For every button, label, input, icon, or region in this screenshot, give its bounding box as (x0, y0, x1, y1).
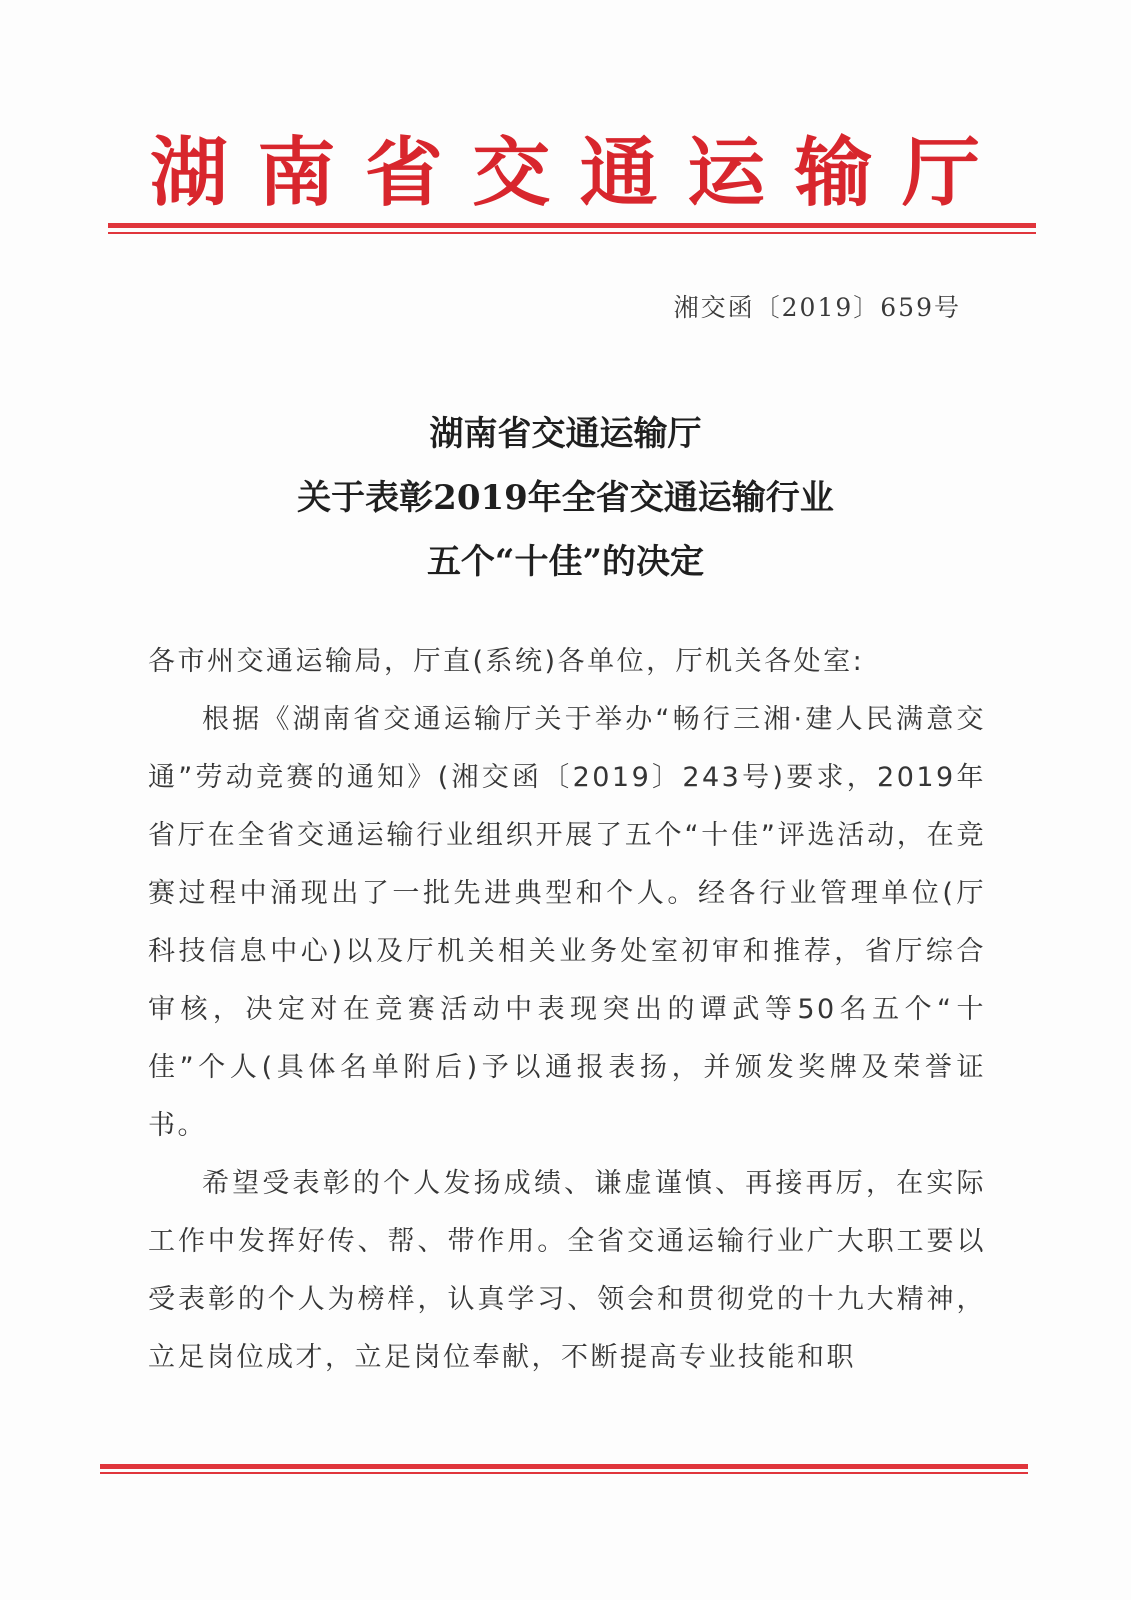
header-divider-thin (108, 232, 1036, 234)
footer-divider-thin (100, 1472, 1028, 1474)
header-char: 交 (472, 130, 551, 217)
header-char: 运 (687, 130, 766, 217)
document-number: 湘交函〔2019〕659号 (673, 293, 961, 322)
footer-divider-thick (100, 1464, 1028, 1469)
header-char: 通 (579, 130, 658, 217)
header-char: 输 (794, 130, 873, 217)
header-char: 省 (364, 130, 443, 217)
header-char: 南 (257, 130, 336, 217)
title-line-1: 湖南省交通运输厅 (429, 414, 702, 454)
header-char: 厅 (901, 130, 980, 217)
title-line-2: 关于表彰2019年全省交通运输行业 (297, 478, 834, 518)
issuing-authority-header (150, 112, 980, 222)
title-line-3: 五个“十佳”的决定 (426, 542, 705, 582)
salutation: 各市州交通运输局，厅直(系统)各单位，厅机关各处室: (148, 646, 865, 677)
document-body (148, 633, 986, 1387)
body-paragraph-2: 希望受表彰的个人发扬成绩、谦虚谨慎、再接再厉，在实际工作中发挥好传、帮、带作用。全省交通运输行业广大职工要以受表彰的个人为榜样，认真学习、领会和贯彻党的十九大精神，立足岗位成才，立足岗位奉献，不断提高专业技能和职 (148, 1168, 986, 1373)
header-char: 湖 (150, 130, 229, 217)
header-divider-thick (108, 223, 1036, 228)
body-paragraph-1: 根据《湖南省交通运输厅关于举办“畅行三湘·建人民满意交通”劳动竞赛的通知》(湘交函〔2019〕243号)要求，2019年省厅在全省交通运输行业组织开展了五个“十佳”评选活动，在竞赛过程中涌现出了一批先进典型和个人。经各行业管理单位(厅科技信息中心)以及厅机关相关业务处室初审和推荐，省厅综合审核，决定对在竞赛活动中表现突出的谭武等50名五个“十佳”个人(具体名单附后)予以通报表扬，并颁发奖牌及荣誉证书。 (148, 704, 986, 1141)
document-title (0, 402, 1131, 594)
